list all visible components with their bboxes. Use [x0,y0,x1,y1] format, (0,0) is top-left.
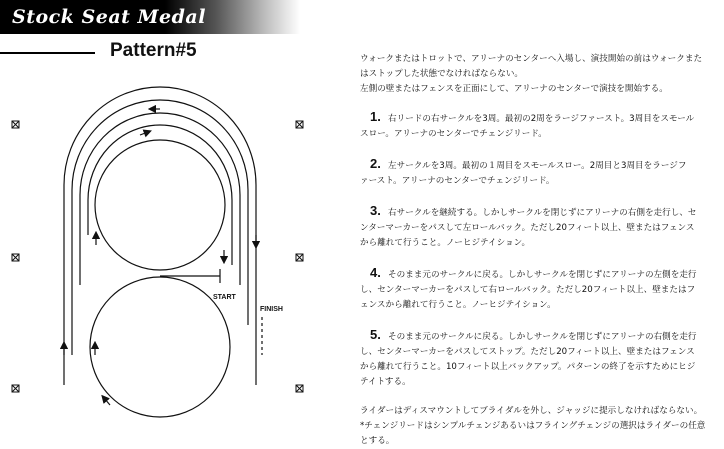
intro-line: ウォークまたはトロットで、アリーナのセンターへ入場し、演技開始の前はウォークまた [360,54,703,64]
footnote-line: とする。 [360,436,395,446]
step-line: ンターマーカーをパスして左ロールバック。ただし20フィート以上、壁またはフェンス [360,223,695,233]
step-line: し、センターマーカーをパスしてストップ。ただし20フィート以上、壁またはフェンス [360,347,695,357]
pattern-diagram [0,55,340,449]
step-1 [360,109,718,142]
step-line: し、センターマーカーをパスして右ロールバック。ただし20フィート以上、壁またはフ [360,285,696,295]
title-rule [0,52,95,54]
footnote [360,419,718,449]
finish-label: FINISH [260,306,283,313]
start-marker [160,269,220,283]
step-4 [360,265,718,313]
arrow-7 [104,398,110,405]
step-2 [360,156,718,189]
step-5 [360,327,718,390]
start-label: START [213,294,236,301]
intro-paragraph [360,52,718,97]
step-line: そのまま元のサークルに戻る。しかしサークルを閉じずにアリーナの右側を走行 [388,332,697,342]
step-3 [360,203,718,251]
step-number: 4. [370,265,381,280]
step-line: から離れて行うこと。ノーヒジテイション。 [360,238,531,248]
upper-circle [95,140,225,270]
step-line: 右リードの右サークルを3周。最初の2周をラージファースト。3周目をスモール [388,114,695,124]
footnote-line: *チェンジリードはシンプルチェンジあるいはフライングチェンジの選択はライダーの任意 [360,421,706,431]
lower-circle [90,277,230,417]
outer-loop-4 [88,125,232,265]
arrow-8 [140,132,148,135]
intro-line: はストップした状態でなければならない。 [360,69,524,79]
arena-markers [12,121,303,392]
step-line: 右サークルを継続する。しかしサークルを閉じずにアリーナの右側を走行し、セ [388,208,697,218]
outer-loop-3 [80,113,240,285]
final-instruction: ライダーはディスマウントしてブライダルを外し、ジャッジに提示しなければならない。 [360,406,703,416]
step-line: ェンスから離れて行うこと。ノーヒジテイション。 [360,300,556,310]
instructions [360,52,718,449]
step-line: スロー。アリーナのセンターでチェンジリード。 [360,129,547,139]
step-number: 1. [370,109,381,124]
step-number: 5. [370,327,381,342]
step-number: 3. [370,203,381,218]
step-line: ァースト。アリーナのセンターでチェンジリード。 [360,176,555,186]
step-number: 2. [370,156,381,171]
step-line: そのまま元のサークルに戻る。しかしサークルを閉じずにアリーナの左側を走行 [388,270,697,280]
pattern-title: Pattern#5 [110,40,197,61]
header-title: Stock Seat Medal [12,6,206,28]
intro-line: 左側の壁またはフェンスを正面にして、アリーナのセンターで演技を開始する。 [360,84,668,94]
step-line: テイトする。 [360,377,411,387]
step-line: から離れて行うこと。10フィート以上バックアップ。パターンの終了を示すためにヒジ [360,362,696,372]
step-line: 左サークルを3周。最初の１周目をスモールスロー。2周目と3周目をラージフ [388,161,687,171]
